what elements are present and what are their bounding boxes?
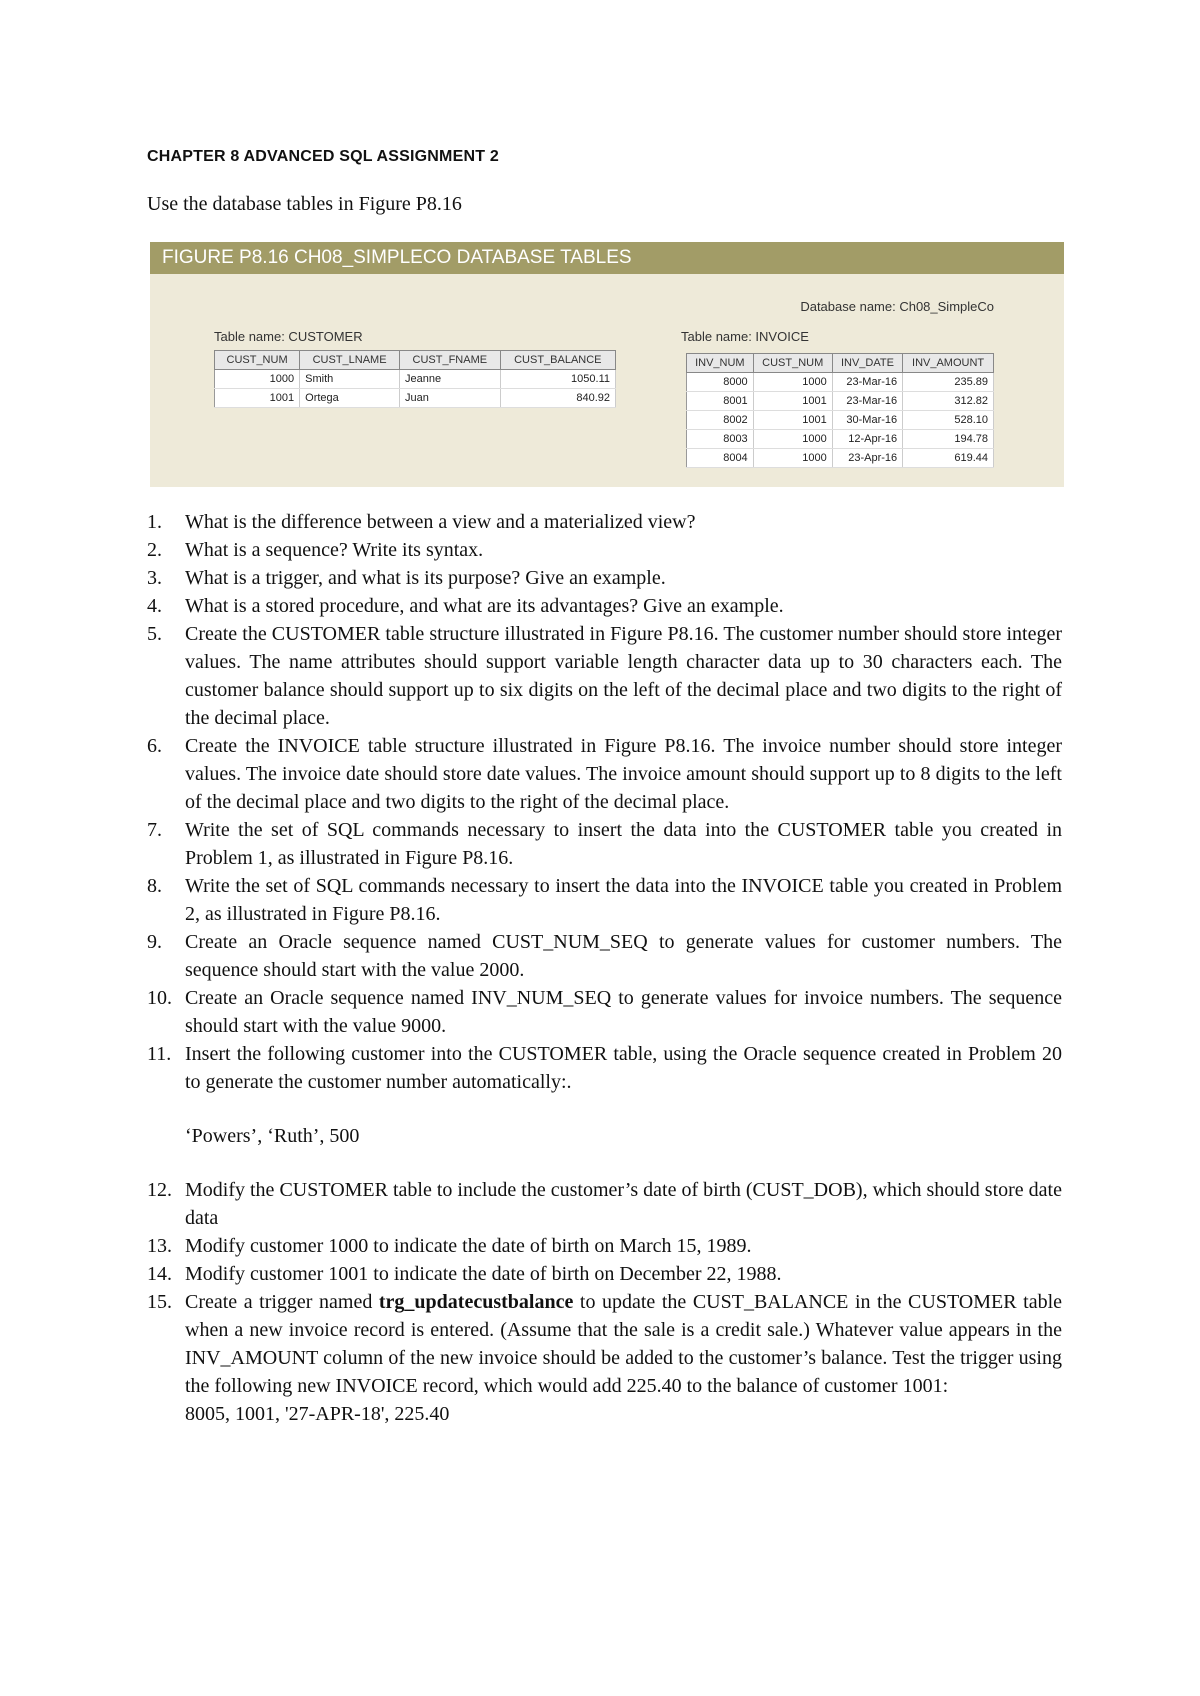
table-cell: 8004: [687, 449, 754, 468]
column-header: CUST_FNAME: [400, 351, 501, 370]
question-text: Modify the CUSTOMER table to include the customer’s date of birth (CUST_DOB), which should store date data: [185, 1179, 1062, 1229]
column-header: CUST_BALANCE: [500, 351, 615, 370]
question-number: 11.: [147, 1043, 172, 1065]
question-number: 2.: [147, 539, 162, 561]
customer-values-quote: ‘Powers’, ‘Ruth’, 500: [185, 1125, 360, 1147]
question-item: [147, 536, 1062, 564]
invoice-table: [686, 353, 994, 468]
question-text: Write the set of SQL commands necessary to insert the data into the CUSTOMER table you created in Problem 1, as illustrated in Figure P8.16.: [185, 819, 1062, 869]
question-item: [147, 1260, 1062, 1288]
question-number: 7.: [147, 819, 162, 841]
table-cell: 12-Apr-16: [832, 430, 902, 449]
intro-text: Use the database tables in Figure P8.16: [147, 193, 462, 215]
column-header: CUST_NUM: [215, 351, 300, 370]
column-header: CUST_LNAME: [300, 351, 400, 370]
table-row: [687, 411, 994, 430]
figure-p8-16: [150, 242, 1064, 487]
question-text: Insert the following customer into the CUSTOMER table, using the Oracle sequence created in Problem 20 to generate the customer number automatically:.: [185, 1043, 1062, 1093]
table-cell: 23-Mar-16: [832, 373, 902, 392]
question-item: [147, 592, 1062, 620]
question-number: 4.: [147, 595, 162, 617]
question-item: [147, 732, 1062, 816]
question-number: 10.: [147, 987, 172, 1009]
question-item: [147, 928, 1062, 984]
table-row: [687, 392, 994, 411]
table-cell: 840.92: [500, 389, 615, 408]
question-number: 6.: [147, 735, 162, 757]
question-text: Create an Oracle sequence named INV_NUM_SEQ to generate values for invoice numbers. The sequence should start with the value 9000.: [185, 987, 1062, 1037]
table-cell: 194.78: [903, 430, 994, 449]
question-item: [147, 816, 1062, 872]
table-cell: 1000: [753, 373, 832, 392]
table-cell: 1001: [753, 411, 832, 430]
table-cell: 1001: [753, 392, 832, 411]
question-item: [147, 872, 1062, 928]
invoice-record: 8005, 1001, '27-APR-18', 225.40: [185, 1403, 450, 1425]
customer-table-caption: Table name: CUSTOMER: [214, 329, 363, 344]
question-item: [147, 1232, 1062, 1260]
table-cell: 1000: [753, 449, 832, 468]
question-text: Modify customer 1001 to indicate the date of birth on December 22, 1988.: [185, 1263, 782, 1285]
question-item: [147, 1040, 1062, 1150]
column-header: INV_AMOUNT: [903, 354, 994, 373]
table-cell: 8001: [687, 392, 754, 411]
question-number: 1.: [147, 511, 162, 533]
question-list: [147, 508, 1062, 1428]
figure-header: FIGURE P8.16 CH08_SIMPLECO DATABASE TABLES: [150, 242, 1064, 274]
question-number: 13.: [147, 1235, 172, 1257]
table-cell: Juan: [400, 389, 501, 408]
question-text-part: to update the CUST_BALANCE in the CUSTOMER table when a new invoice record is entered. (Assume that the sale is a credit sale.) Whatever value appears in the INV_AMOUNT column of the new invoice should be added to the customer’s balance. Test the trigger using the following new INVOICE record, which would add 225.40 to the balance of customer 1001:: [185, 1291, 1062, 1397]
question-number: 12.: [147, 1179, 172, 1201]
question-number: 14.: [147, 1263, 172, 1285]
question-number: 3.: [147, 567, 162, 589]
table-cell: 1000: [753, 430, 832, 449]
database-name: Database name: Ch08_SimpleCo: [800, 299, 994, 314]
question-text: Create the INVOICE table structure illustrated in Figure P8.16. The invoice number should store integer values. The invoice date should store date values. The invoice amount should support up to 8 digits to the left of the decimal place and two digits to the right of the decimal place.: [185, 735, 1062, 813]
question-text: What is a trigger, and what is its purpose? Give an example.: [185, 567, 666, 589]
table-cell: 8000: [687, 373, 754, 392]
page-title: CHAPTER 8 ADVANCED SQL ASSIGNMENT 2: [147, 148, 499, 165]
question-text: Create an Oracle sequence named CUST_NUM_SEQ to generate values for customer numbers. The sequence should start with the value 2000.: [185, 931, 1062, 981]
question-item: [147, 508, 1062, 536]
table-cell: 1050.11: [500, 370, 615, 389]
question-item: [147, 984, 1062, 1040]
question-number: 15.: [147, 1291, 172, 1313]
question-text: Write the set of SQL commands necessary to insert the data into the INVOICE table you created in Problem 2, as illustrated in Figure P8.16.: [185, 875, 1062, 925]
question-text: What is a stored procedure, and what are its advantages? Give an example.: [185, 595, 784, 617]
trigger-name: trg_updatecustbalance: [378, 1291, 574, 1313]
table-row: [215, 389, 616, 408]
table-cell: 23-Mar-16: [832, 392, 902, 411]
table-row: [687, 449, 994, 468]
table-cell: 1001: [215, 389, 300, 408]
question-text: Modify customer 1000 to indicate the date of birth on March 15, 1989.: [185, 1235, 752, 1257]
question-item: [147, 620, 1062, 732]
table-cell: 1000: [215, 370, 300, 389]
question-text: What is a sequence? Write its syntax.: [185, 539, 484, 561]
column-header: INV_DATE: [832, 354, 902, 373]
table-cell: 30-Mar-16: [832, 411, 902, 430]
table-cell: 235.89: [903, 373, 994, 392]
question-item: [147, 1288, 1062, 1428]
table-cell: 23-Apr-16: [832, 449, 902, 468]
table-cell: Jeanne: [400, 370, 501, 389]
invoice-table-caption: Table name: INVOICE: [681, 329, 809, 344]
table-row: [687, 430, 994, 449]
question-number: 9.: [147, 931, 162, 953]
table-cell: 8002: [687, 411, 754, 430]
table-cell: Ortega: [300, 389, 400, 408]
table-cell: 312.82: [903, 392, 994, 411]
table-cell: 528.10: [903, 411, 994, 430]
question-text: Create the CUSTOMER table structure illustrated in Figure P8.16. The customer number should store integer values. The name attributes should support variable length character data up to 30 characters each. The customer balance should support up to six digits on the left of the decimal place and two digits to the right of the decimal place.: [185, 623, 1062, 729]
question-text-part: Create a trigger named: [185, 1291, 379, 1313]
question-item: [147, 1176, 1062, 1232]
table-row: [687, 373, 994, 392]
question-number: 8.: [147, 875, 162, 897]
customer-table: [214, 350, 616, 408]
column-header: CUST_NUM: [753, 354, 832, 373]
column-header: INV_NUM: [687, 354, 754, 373]
question-item: [147, 564, 1062, 592]
table-row: [215, 370, 616, 389]
table-cell: 619.44: [903, 449, 994, 468]
table-cell: 8003: [687, 430, 754, 449]
question-number: 5.: [147, 623, 162, 645]
table-cell: Smith: [300, 370, 400, 389]
question-text: What is the difference between a view and a materialized view?: [185, 511, 696, 533]
